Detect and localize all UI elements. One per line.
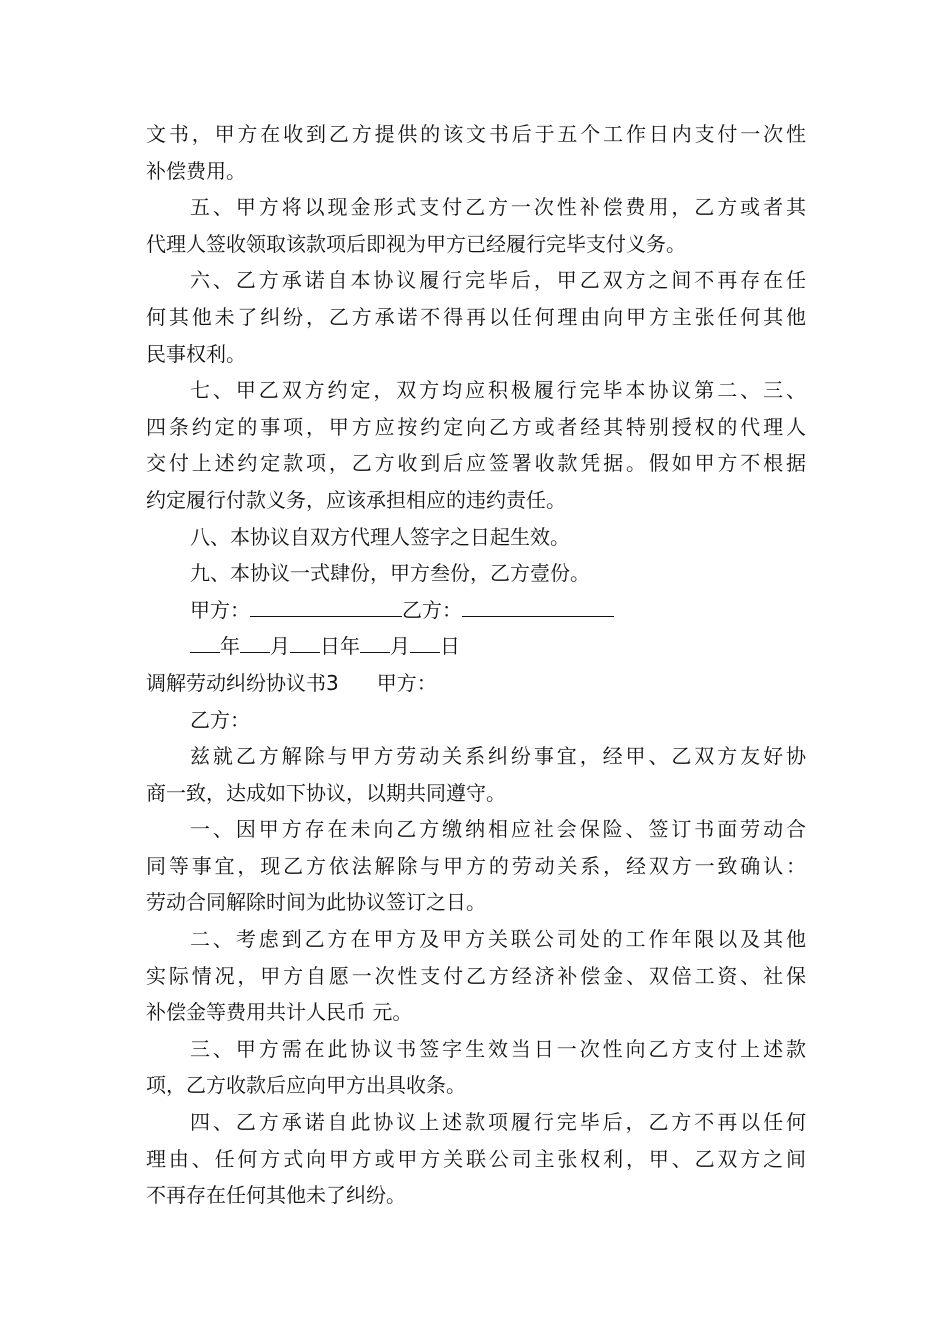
month-label: 月 (270, 634, 290, 659)
month-blank-b[interactable] (360, 634, 390, 653)
party-a-label: 甲方： (190, 597, 250, 622)
document-body (146, 116, 806, 1214)
document-title: 调解劳动纠纷协议书3 (146, 670, 339, 695)
party-a-blank[interactable] (250, 598, 402, 617)
text-line: 八、本协议自双方代理人签字之日起生效。 (190, 524, 570, 549)
text-line: 五、甲方将以现金形式支付乙方一次性补偿费用，乙方或者其 (190, 195, 806, 220)
text-line: 理由、任何方式向甲方或甲方关联公司主张权利，甲、乙双方之间 (146, 1146, 806, 1171)
day-blank-a[interactable] (290, 634, 320, 653)
month-blank-a[interactable] (240, 634, 270, 653)
text-line: 四、乙方承诺自此协议上述款项履行完毕后，乙方不再以任何 (190, 1110, 806, 1135)
text-line: 补偿费用。 (146, 158, 246, 183)
text-line: 同等事宜，现乙方依法解除与甲方的劳动关系，经双方一致确认： (146, 853, 806, 878)
month-label-b: 月 (390, 634, 410, 659)
text-line: 民事权利。 (146, 341, 246, 366)
text-line: 何其他未了纠纷，乙方承诺不得再以任何理由向甲方主张任何其他 (146, 304, 806, 329)
text-line: 四条约定的事项，甲方应按约定向乙方或者经其特别授权的代理人 (146, 414, 806, 439)
day-label: 日 (320, 634, 340, 659)
text-line: 约定履行付款义务，应该承担相应的违约责任。 (146, 487, 566, 512)
text-line: 六、乙方承诺自本协议履行完毕后，甲乙双方之间不再存在任 (190, 268, 806, 293)
text-line: 乙方： (190, 707, 250, 732)
day-label-b: 日 (440, 634, 460, 659)
document-title-line (146, 665, 806, 702)
text-line: 劳动合同解除时间为此协议签订之日。 (146, 890, 486, 915)
text-line: 三、甲方需在此协议书签字生效当日一次性向乙方支付上述款 (190, 1036, 806, 1061)
text-line: 不再存在任何其他未了纠纷。 (146, 1183, 406, 1208)
text-line: 二、考虑到乙方在甲方及甲方关联公司处的工作年限以及其他 (190, 927, 806, 952)
year-label: 年 (220, 634, 240, 659)
party-b-blank[interactable] (462, 598, 614, 617)
text-line: 代理人签收领取该款项后即视为甲方已经履行完毕支付义务。 (146, 231, 686, 256)
paragraph-block-2 (146, 702, 806, 1214)
title-party-a-label: 甲方： (376, 670, 437, 695)
text-line: 实际情况，甲方自愿一次性支付乙方经济补偿金、双倍工资、社保 (146, 963, 806, 988)
text-line: 七、甲乙双方约定，双方均应积极履行完毕本协议第二、三、 (190, 378, 806, 403)
text-line: 项，乙方收款后应向甲方出具收条。 (146, 1073, 466, 1098)
year-blank-a[interactable] (190, 634, 220, 653)
text-line: 文书，甲方在收到乙方提供的该文书后于五个工作日内支付一次性 (146, 122, 806, 146)
date-line (146, 628, 806, 665)
text-line: 一、因甲方存在未向乙方缴纳相应社会保险、签订书面劳动合 (190, 817, 806, 842)
text-line: 兹就乙方解除与甲方劳动关系纠纷事宜，经甲、乙双方友好协 (190, 744, 806, 769)
text-line: 九、本协议一式肆份，甲方叁份，乙方壹份。 (190, 561, 590, 586)
party-b-label: 乙方： (402, 597, 462, 622)
signature-line (146, 592, 806, 629)
day-blank-b[interactable] (410, 634, 440, 653)
text-line: 交付上述约定款项，乙方收到后应签署收款凭据。假如甲方不根据 (146, 451, 806, 476)
text-line: 补偿金等费用共计人民币 元。 (146, 1000, 413, 1025)
year-label-b: 年 (340, 634, 360, 659)
paragraph-block-1 (146, 116, 806, 592)
text-line: 商一致，达成如下协议，以期共同遵守。 (146, 780, 506, 805)
